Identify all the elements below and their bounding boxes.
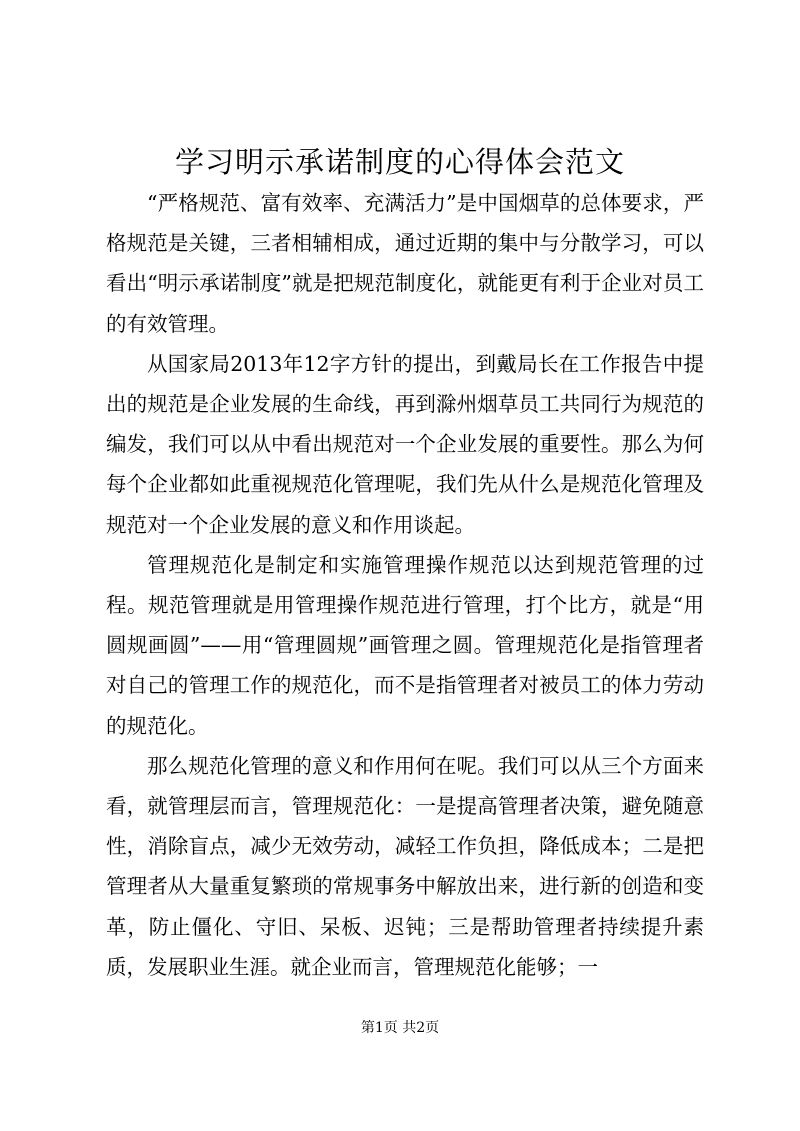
document-body [106, 183, 704, 987]
paragraph-2: 从国家局2013年12字方针的提出，到戴局长在工作报告中提出的规范是企业发展的生命线，再到滁州烟草员工共同行为规范的编发，我们可以从中看出规范对一个企业发展的重要性。那么为何每个企业都如此重视规范化管理呢，我们先从什么是规范化管理及规范对一个企业发展的意义和作用谈起。 [106, 351, 704, 537]
paragraph-3: 管理规范化是制定和实施管理操作规范以达到规范管理的过程。规范管理就是用管理操作规范进行管理，打个比方，就是“用圆规画圆”——用“管理圆规”画管理之圆。管理规范化是指管理者对自己的管理工作的规范化，而不是指管理者对被员工的体力劳动的规范化。 [106, 552, 704, 738]
document-title: 学习明示承诺制度的心得体会范文 [174, 145, 625, 179]
paragraph-1: “严格规范、富有效率、充满活力”是中国烟草的总体要求，严格规范是关键，三者相辅相成，通过近期的集中与分散学习，可以看出“明示承诺制度”就是把规范制度化，就能更有利于企业对员工的有效管理。 [106, 191, 704, 336]
page-footer: 第1页 共2页 [360, 1020, 440, 1036]
paragraph-4: 那么规范化管理的意义和作用何在呢。我们可以从三个方面来看，就管理层而言，管理规范化：一是提高管理者决策，避免随意性，消除盲点，减少无效劳动，减轻工作负担，降低成本；二是把管理者从大量重复繁琐的常规事务中解放出来，进行新的创造和变革，防止僵化、守旧、呆板、迟钝；三是帮助管理者持续提升素质，发展职业生涯。就企业而言，管理规范化能够；一 [106, 753, 704, 979]
